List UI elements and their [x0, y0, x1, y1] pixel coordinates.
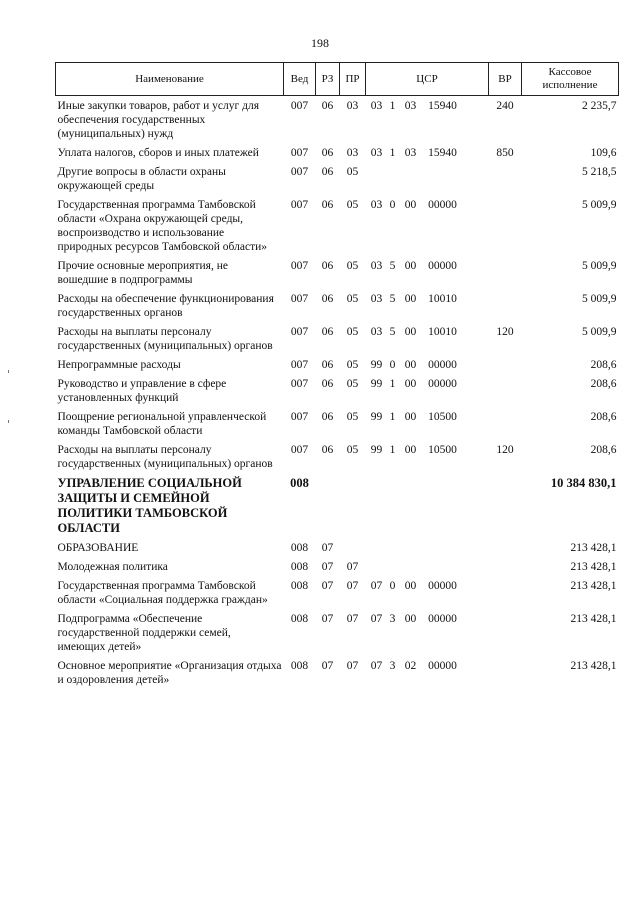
row-rz: 07	[321, 542, 334, 554]
row-rz: 06	[321, 444, 334, 456]
table-body	[56, 96, 619, 690]
row-name: ОБРАЗОВАНИЕ	[57, 542, 139, 554]
row-vr: 120	[496, 326, 514, 338]
csr-part: 03	[404, 100, 417, 112]
row-pr: 03	[346, 147, 359, 159]
row-name: Государственная программа Тамбовской области «Социальная поддержка граждан»	[57, 580, 268, 606]
csr-part: 5	[389, 293, 396, 305]
row-name: Руководство и управление в сфере установленных функций	[57, 378, 227, 404]
csr-part: 03	[370, 147, 383, 159]
row-amount: 208,6	[590, 444, 617, 456]
table-row	[56, 322, 619, 355]
row-name: Прочие основные мероприятия, не вошедшие в подпрограммы	[57, 260, 228, 286]
row-csr	[366, 440, 489, 473]
csr-part: 00000	[428, 359, 457, 371]
row-pr: 05	[346, 260, 359, 272]
row-csr	[366, 576, 489, 609]
row-pr: 07	[346, 580, 359, 592]
row-vr	[489, 162, 522, 195]
csr-part: 99	[370, 444, 383, 456]
row-name: Расходы на обеспечение функционирования государственных органов	[57, 293, 274, 319]
row-vr: 850	[496, 147, 514, 159]
table-row	[56, 256, 619, 289]
row-ved: 007	[290, 326, 309, 338]
row-rz: 06	[321, 378, 334, 390]
row-ved: 007	[290, 378, 309, 390]
header-amount: Кассовое исполнение	[522, 63, 619, 96]
row-ved: 008	[290, 476, 309, 490]
csr-part: 00	[404, 613, 417, 625]
row-pr: 07	[346, 660, 359, 672]
row-vr	[489, 538, 522, 557]
csr-part: 5	[389, 260, 396, 272]
csr-part: 03	[370, 326, 383, 338]
row-rz: 06	[321, 359, 334, 371]
csr-part: 00	[404, 326, 417, 338]
csr-part: 00000	[428, 580, 457, 592]
csr-part: 00000	[428, 660, 457, 672]
header-ved: Вед	[284, 63, 316, 96]
row-amount: 5 218,5	[582, 166, 617, 178]
row-amount: 5 009,9	[582, 293, 617, 305]
csr-code	[368, 259, 487, 273]
row-rz	[316, 473, 340, 538]
table-row	[56, 440, 619, 473]
row-ved: 007	[290, 199, 309, 211]
csr-part: 00	[404, 293, 417, 305]
row-pr: 03	[346, 100, 359, 112]
csr-code	[368, 443, 487, 457]
csr-code	[368, 659, 487, 673]
csr-part: 00000	[428, 199, 457, 211]
row-amount: 213 428,1	[570, 542, 617, 554]
header-rz: РЗ	[316, 63, 340, 96]
table-row	[56, 162, 619, 195]
row-vr	[489, 355, 522, 374]
row-ved: 008	[290, 542, 309, 554]
row-pr: 05	[346, 378, 359, 390]
row-ved: 008	[290, 660, 309, 672]
csr-code	[368, 292, 487, 306]
csr-part: 07	[370, 580, 383, 592]
table-row	[56, 96, 619, 144]
row-amount: 5 009,9	[582, 260, 617, 272]
csr-part: 00000	[428, 260, 457, 272]
row-csr	[366, 656, 489, 689]
row-pr: 05	[346, 166, 359, 178]
csr-code	[368, 358, 487, 372]
row-rz: 06	[321, 260, 334, 272]
row-vr: 120	[496, 444, 514, 456]
table-row	[56, 355, 619, 374]
row-ved: 007	[290, 293, 309, 305]
scan-mark	[8, 370, 9, 373]
row-csr	[366, 407, 489, 440]
row-vr	[489, 473, 522, 538]
header-pr: ПР	[340, 63, 366, 96]
csr-part: 00000	[428, 613, 457, 625]
table-row	[56, 656, 619, 689]
csr-part: 1	[389, 378, 396, 390]
csr-part: 03	[370, 100, 383, 112]
row-rz: 06	[321, 199, 334, 211]
csr-part: 10010	[428, 293, 457, 305]
row-rz: 07	[321, 660, 334, 672]
row-rz: 06	[321, 411, 334, 423]
row-name: Непрограммные расходы	[57, 359, 181, 371]
csr-part: 99	[370, 359, 383, 371]
row-amount: 213 428,1	[570, 613, 617, 625]
row-csr	[366, 195, 489, 256]
csr-part: 10010	[428, 326, 457, 338]
csr-part: 00	[404, 199, 417, 211]
row-amount: 208,6	[590, 359, 617, 371]
row-csr	[366, 162, 489, 195]
row-pr: 07	[346, 613, 359, 625]
row-csr	[366, 557, 489, 576]
csr-part: 0	[389, 580, 396, 592]
row-rz: 07	[321, 561, 334, 573]
table-row	[56, 195, 619, 256]
row-pr: 05	[346, 199, 359, 211]
table-row	[56, 374, 619, 407]
csr-code	[368, 410, 487, 424]
table-row	[56, 289, 619, 322]
csr-part: 99	[370, 378, 383, 390]
csr-part: 02	[404, 660, 417, 672]
row-name: Другие вопросы в области охраны окружающей среды	[57, 166, 226, 192]
table-row	[56, 407, 619, 440]
table-header-row	[56, 63, 619, 96]
row-rz: 07	[321, 613, 334, 625]
table-row	[56, 609, 619, 656]
row-csr	[366, 322, 489, 355]
csr-part: 00	[404, 580, 417, 592]
csr-code	[368, 198, 487, 212]
row-name: Основное мероприятие «Организация отдыха и оздоровления детей»	[57, 660, 282, 686]
row-csr	[366, 538, 489, 557]
csr-part: 5	[389, 326, 396, 338]
csr-part: 1	[389, 147, 396, 159]
row-vr: 240	[496, 100, 514, 112]
row-vr	[489, 557, 522, 576]
csr-part: 99	[370, 411, 383, 423]
csr-part: 0	[389, 359, 396, 371]
csr-part: 0	[389, 199, 396, 211]
csr-part: 10500	[428, 444, 457, 456]
csr-part: 15940	[428, 147, 457, 159]
row-rz: 07	[321, 580, 334, 592]
row-vr	[489, 407, 522, 440]
csr-part: 00	[404, 444, 417, 456]
csr-part: 00	[404, 260, 417, 272]
scan-mark	[8, 420, 9, 423]
row-ved: 007	[290, 411, 309, 423]
row-ved: 007	[290, 147, 309, 159]
row-ved: 008	[290, 561, 309, 573]
csr-code	[368, 325, 487, 339]
page-number: 198	[311, 36, 329, 50]
row-pr: 05	[346, 411, 359, 423]
csr-code	[368, 612, 487, 626]
row-name: Государственная программа Тамбовской области «Охрана окружающей среды, воспроизводство и использование природных ресурсов Тамбовской области»	[57, 199, 267, 253]
row-ved: 008	[290, 613, 309, 625]
row-amount: 208,6	[590, 378, 617, 390]
row-ved: 007	[290, 100, 309, 112]
row-pr: 07	[346, 561, 359, 573]
row-amount: 10 384 830,1	[550, 476, 617, 490]
csr-part: 3	[389, 660, 396, 672]
row-amount: 213 428,1	[570, 580, 617, 592]
row-name: УПРАВЛЕНИЕ СОЦИАЛЬНОЙ ЗАЩИТЫ И СЕМЕЙНОЙ ПОЛИТИКИ ТАМБОВСКОЙ ОБЛАСТИ	[57, 476, 242, 535]
csr-code	[368, 579, 487, 593]
row-csr	[366, 256, 489, 289]
row-rz: 06	[321, 147, 334, 159]
row-vr	[489, 374, 522, 407]
row-pr	[340, 538, 366, 557]
row-name: Иные закупки товаров, работ и услуг для обеспечения государственных (муниципальных) нужд	[57, 100, 259, 140]
csr-part: 1	[389, 411, 396, 423]
row-rz: 06	[321, 100, 334, 112]
table-row	[56, 473, 619, 538]
csr-part: 1	[389, 444, 396, 456]
row-name: Расходы на выплаты персоналу государственных (муниципальных) органов	[57, 444, 273, 470]
csr-part: 00	[404, 378, 417, 390]
csr-part: 00	[404, 359, 417, 371]
csr-part: 03	[370, 260, 383, 272]
row-name: Уплата налогов, сборов и иных платежей	[57, 147, 259, 159]
row-pr: 05	[346, 444, 359, 456]
table-row	[56, 143, 619, 162]
row-amount: 5 009,9	[582, 326, 617, 338]
row-ved: 007	[290, 444, 309, 456]
row-rz: 06	[321, 293, 334, 305]
row-amount: 213 428,1	[570, 561, 617, 573]
row-csr	[366, 289, 489, 322]
row-ved: 007	[290, 359, 309, 371]
row-ved: 008	[290, 580, 309, 592]
row-vr	[489, 256, 522, 289]
csr-part: 07	[370, 660, 383, 672]
row-vr	[489, 576, 522, 609]
csr-code	[368, 146, 487, 160]
row-amount: 208,6	[590, 411, 617, 423]
row-pr	[340, 473, 366, 538]
row-pr: 05	[346, 359, 359, 371]
row-pr: 05	[346, 326, 359, 338]
csr-part: 15940	[428, 100, 457, 112]
csr-part: 3	[389, 613, 396, 625]
budget-table	[55, 62, 619, 689]
csr-part: 1	[389, 100, 396, 112]
row-csr	[366, 374, 489, 407]
table-row	[56, 538, 619, 557]
csr-part: 10500	[428, 411, 457, 423]
row-pr: 05	[346, 293, 359, 305]
table-row	[56, 557, 619, 576]
header-csr: ЦСР	[366, 63, 489, 96]
row-amount: 109,6	[590, 147, 617, 159]
header-vr: ВР	[489, 63, 522, 96]
header-name: Наименование	[56, 63, 284, 96]
row-amount: 2 235,7	[582, 100, 617, 112]
csr-part: 03	[404, 147, 417, 159]
csr-part: 03	[370, 199, 383, 211]
row-csr	[366, 355, 489, 374]
row-ved: 007	[290, 260, 309, 272]
row-csr	[366, 143, 489, 162]
csr-part: 00000	[428, 378, 457, 390]
csr-code	[368, 99, 487, 113]
row-vr	[489, 656, 522, 689]
row-name: Поощрение региональной управленческой команды Тамбовской области	[57, 411, 267, 437]
csr-code	[368, 377, 487, 391]
row-amount: 213 428,1	[570, 660, 617, 672]
row-rz: 06	[321, 326, 334, 338]
row-vr	[489, 195, 522, 256]
csr-part: 00	[404, 411, 417, 423]
row-name: Молодежная политика	[57, 561, 168, 573]
row-name: Расходы на выплаты персоналу государственных (муниципальных) органов	[57, 326, 273, 352]
row-rz: 06	[321, 166, 334, 178]
row-ved: 007	[290, 166, 309, 178]
row-vr	[489, 289, 522, 322]
row-csr	[366, 96, 489, 144]
table-row	[56, 576, 619, 609]
csr-part: 03	[370, 293, 383, 305]
row-csr	[366, 473, 489, 538]
csr-part: 07	[370, 613, 383, 625]
row-name: Подпрограмма «Обеспечение государственной поддержки семей, имеющих детей»	[57, 613, 231, 653]
row-amount: 5 009,9	[582, 199, 617, 211]
row-csr	[366, 609, 489, 656]
row-vr	[489, 609, 522, 656]
